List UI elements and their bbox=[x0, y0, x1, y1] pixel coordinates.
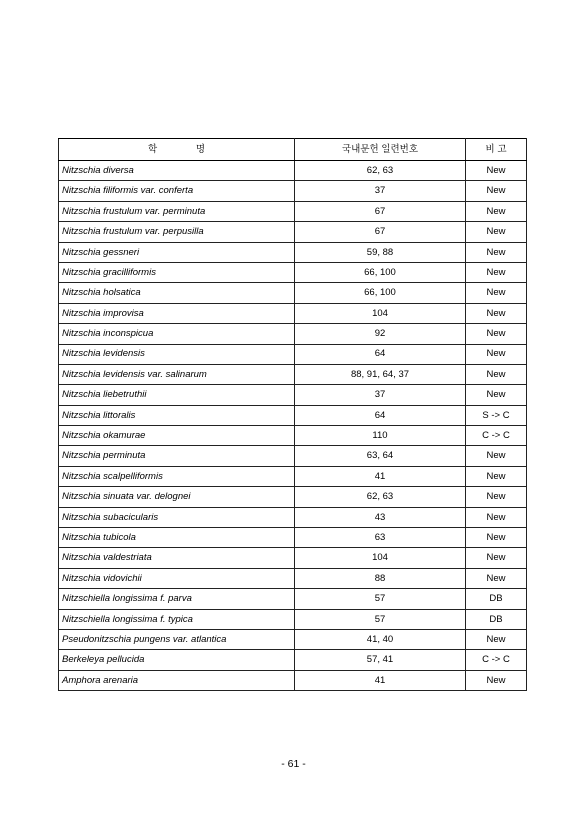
table-row bbox=[59, 262, 527, 282]
reference-numbers-cell: 62, 63 bbox=[295, 161, 466, 181]
species-name-cell: Nitzschia frustulum var. perpusilla bbox=[59, 222, 295, 242]
reference-numbers-cell: 88 bbox=[295, 568, 466, 588]
reference-numbers-cell: 62, 63 bbox=[295, 487, 466, 507]
species-name-cell: Nitzschia holsatica bbox=[59, 283, 295, 303]
table-row bbox=[59, 161, 527, 181]
note-cell: New bbox=[466, 201, 527, 221]
species-name-cell: Pseudonitzschia pungens var. atlantica bbox=[59, 629, 295, 649]
note-cell: New bbox=[466, 507, 527, 527]
species-name-cell: Nitzschia frustulum var. perminuta bbox=[59, 201, 295, 221]
header-scientific-name-label: 학 명 bbox=[148, 143, 223, 155]
header-row bbox=[59, 139, 527, 161]
note-cell: New bbox=[466, 385, 527, 405]
table-body bbox=[59, 161, 527, 691]
note-cell: New bbox=[466, 364, 527, 384]
note-cell: S -> C bbox=[466, 405, 527, 425]
species-name-cell: Nitzschiella longissima f. typica bbox=[59, 609, 295, 629]
note-cell: C -> C bbox=[466, 650, 527, 670]
species-name-cell: Nitzschia improvisa bbox=[59, 303, 295, 323]
reference-numbers-cell: 64 bbox=[295, 405, 466, 425]
table-row bbox=[59, 222, 527, 242]
table-row bbox=[59, 548, 527, 568]
reference-numbers-cell: 92 bbox=[295, 324, 466, 344]
note-cell: New bbox=[466, 222, 527, 242]
table-row bbox=[59, 650, 527, 670]
reference-numbers-cell: 57, 41 bbox=[295, 650, 466, 670]
table-row bbox=[59, 385, 527, 405]
reference-numbers-cell: 63, 64 bbox=[295, 446, 466, 466]
species-name-cell: Nitzschia gessneri bbox=[59, 242, 295, 262]
table-row bbox=[59, 446, 527, 466]
reference-numbers-cell: 64 bbox=[295, 344, 466, 364]
note-cell: New bbox=[466, 242, 527, 262]
note-cell: New bbox=[466, 283, 527, 303]
reference-numbers-cell: 37 bbox=[295, 385, 466, 405]
species-name-cell: Nitzschia perminuta bbox=[59, 446, 295, 466]
table-row bbox=[59, 405, 527, 425]
reference-numbers-cell: 67 bbox=[295, 201, 466, 221]
species-name-cell: Nitzschia levidensis bbox=[59, 344, 295, 364]
header-reference-numbers: 국내문헌 일련번호 bbox=[295, 139, 466, 161]
note-cell: New bbox=[466, 446, 527, 466]
reference-numbers-cell: 41 bbox=[295, 670, 466, 690]
table-header bbox=[59, 139, 527, 161]
species-name-cell: Nitzschia valdestriata bbox=[59, 548, 295, 568]
species-name-cell: Nitzschia okamurae bbox=[59, 426, 295, 446]
species-name-cell: Nitzschiella longissima f. parva bbox=[59, 589, 295, 609]
reference-numbers-cell: 57 bbox=[295, 589, 466, 609]
note-cell: New bbox=[466, 344, 527, 364]
reference-numbers-cell: 43 bbox=[295, 507, 466, 527]
note-cell: DB bbox=[466, 589, 527, 609]
species-name-cell: Nitzschia diversa bbox=[59, 161, 295, 181]
note-cell: New bbox=[466, 181, 527, 201]
table-row bbox=[59, 629, 527, 649]
species-name-cell: Nitzschia gracilliformis bbox=[59, 262, 295, 282]
species-name-cell: Nitzschia levidensis var. salinarum bbox=[59, 364, 295, 384]
species-name-cell: Nitzschia subacicularis bbox=[59, 507, 295, 527]
note-cell: New bbox=[466, 487, 527, 507]
table-row bbox=[59, 507, 527, 527]
table-row bbox=[59, 324, 527, 344]
table-row bbox=[59, 344, 527, 364]
species-table bbox=[58, 138, 527, 691]
table-row bbox=[59, 181, 527, 201]
reference-numbers-cell: 59, 88 bbox=[295, 242, 466, 262]
header-scientific-name bbox=[59, 139, 295, 161]
note-cell: New bbox=[466, 262, 527, 282]
reference-numbers-cell: 66, 100 bbox=[295, 283, 466, 303]
note-cell: DB bbox=[466, 609, 527, 629]
species-name-cell: Nitzschia littoralis bbox=[59, 405, 295, 425]
table-row bbox=[59, 609, 527, 629]
table-row bbox=[59, 426, 527, 446]
reference-numbers-cell: 67 bbox=[295, 222, 466, 242]
page-number: - 61 - bbox=[281, 758, 306, 770]
reference-numbers-cell: 88, 91, 64, 37 bbox=[295, 364, 466, 384]
table-row bbox=[59, 303, 527, 323]
reference-numbers-cell: 104 bbox=[295, 303, 466, 323]
reference-numbers-cell: 57 bbox=[295, 609, 466, 629]
note-cell: New bbox=[466, 324, 527, 344]
species-name-cell: Amphora arenaria bbox=[59, 670, 295, 690]
reference-numbers-cell: 104 bbox=[295, 548, 466, 568]
reference-numbers-cell: 37 bbox=[295, 181, 466, 201]
reference-numbers-cell: 110 bbox=[295, 426, 466, 446]
table-row bbox=[59, 466, 527, 486]
table-row bbox=[59, 568, 527, 588]
species-name-cell: Nitzschia tubicola bbox=[59, 528, 295, 548]
table-row bbox=[59, 528, 527, 548]
table-row bbox=[59, 670, 527, 690]
table-row bbox=[59, 589, 527, 609]
note-cell: New bbox=[466, 303, 527, 323]
note-cell: New bbox=[466, 466, 527, 486]
table-row bbox=[59, 242, 527, 262]
header-note: 비 고 bbox=[466, 139, 527, 161]
species-name-cell: Nitzschia liebetruthii bbox=[59, 385, 295, 405]
note-cell: New bbox=[466, 670, 527, 690]
table-row bbox=[59, 201, 527, 221]
reference-numbers-cell: 63 bbox=[295, 528, 466, 548]
reference-numbers-cell: 66, 100 bbox=[295, 262, 466, 282]
species-name-cell: Nitzschia sinuata var. delognei bbox=[59, 487, 295, 507]
species-name-cell: Berkeleya pellucida bbox=[59, 650, 295, 670]
table-row bbox=[59, 364, 527, 384]
table-row bbox=[59, 283, 527, 303]
species-name-cell: Nitzschia filiformis var. conferta bbox=[59, 181, 295, 201]
note-cell: New bbox=[466, 528, 527, 548]
note-cell: New bbox=[466, 568, 527, 588]
note-cell: New bbox=[466, 629, 527, 649]
species-name-cell: Nitzschia scalpelliformis bbox=[59, 466, 295, 486]
species-name-cell: Nitzschia vidovichii bbox=[59, 568, 295, 588]
note-cell: New bbox=[466, 548, 527, 568]
table-row bbox=[59, 487, 527, 507]
note-cell: C -> C bbox=[466, 426, 527, 446]
reference-numbers-cell: 41, 40 bbox=[295, 629, 466, 649]
reference-numbers-cell: 41 bbox=[295, 466, 466, 486]
note-cell: New bbox=[466, 161, 527, 181]
species-name-cell: Nitzschia inconspicua bbox=[59, 324, 295, 344]
